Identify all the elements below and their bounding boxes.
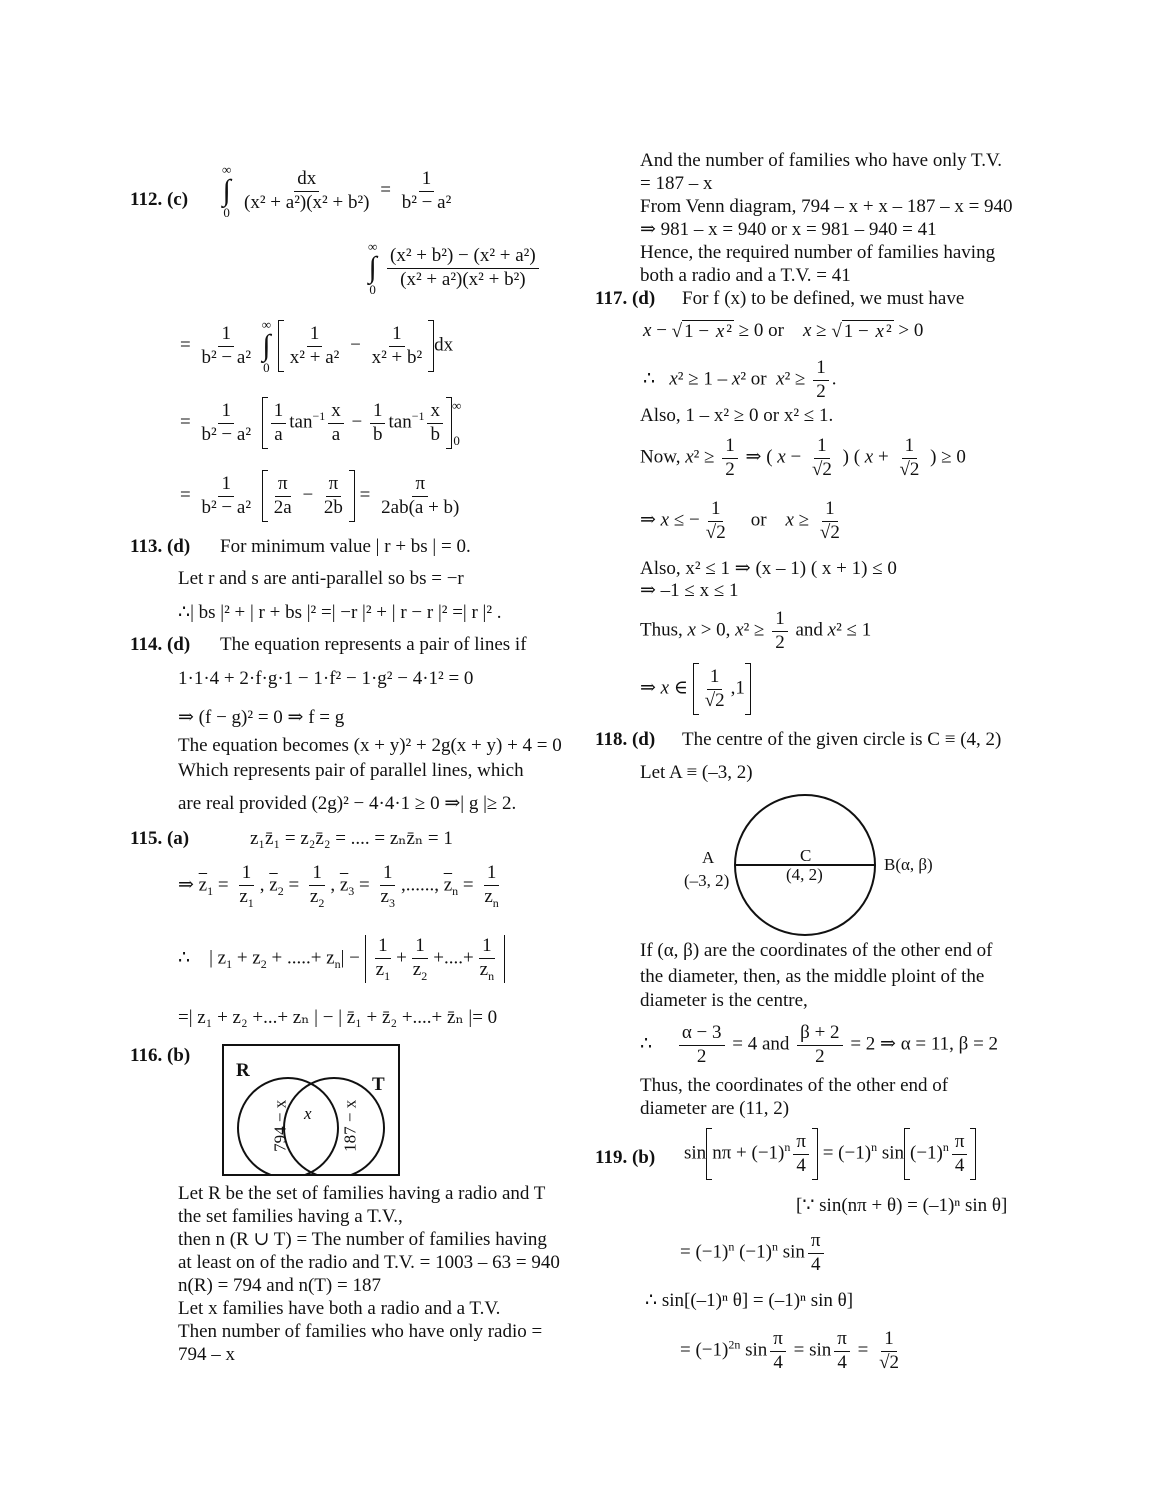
q116-p4: at least on of the radio and T.V. = 1003 – 63 = 940 bbox=[178, 1252, 560, 1273]
q117-text1: For f (x) to be defined, we must have bbox=[682, 288, 965, 309]
q112-line2: ∞ ∫ 0 $\frac{\text{(x² + b²) − (x² + a²)}}{\text{(x² + a²)(x² + b²)}}$ bbox=[368, 240, 542, 296]
q118-text1: The centre of the given circle is C ≡ (4, 2) bbox=[682, 729, 1002, 750]
q116-r1: And the number of families who have only T.V. bbox=[640, 150, 1002, 171]
q112-line1: ∞ ∫ 0 $\frac{dx}{\text{(x² + a²)(x² + b²)}}$ = $\frac{1}{\text{b² − a²}}$ bbox=[222, 162, 452, 220]
q117-l7: ⇒ –1 ≤ x ≤ 1 bbox=[640, 580, 739, 601]
q117-number: 117. (d) bbox=[595, 288, 656, 309]
q118-p2: the diameter, then, as the middle ploint of the bbox=[640, 966, 985, 987]
q116-p6: Let x families have both a radio and a T.V. bbox=[178, 1298, 501, 1319]
q113-text1: For minimum value | r + bs | = 0. bbox=[220, 536, 471, 557]
q112-line5: = $\frac{1}{\text{b² − a²}}$ $\frac{\pi}{2a}$ − $\frac{\pi}{2b}$ = $\frac{\pi}{2ab(a + b)}$ bbox=[180, 470, 465, 522]
q119-l4: ∴ sin[(–1)ⁿ θ] = (–1)ⁿ sin θ] bbox=[645, 1290, 854, 1311]
q113-text2: Let r and s are anti-parallel so bs = −r bbox=[178, 568, 464, 589]
q119-l3: = $(-1)^n$ $(-1)^n$ sin $\frac{\pi}{4}$ bbox=[680, 1230, 827, 1277]
q119-l5: = $(-1)^{2n}$ sin $\frac{\pi}{4}$ = sin $\frac{\pi}{4}$ = $\frac{1}{√2}$ bbox=[680, 1328, 900, 1373]
q118-point-b: B(α, β) bbox=[884, 855, 933, 874]
q116-r5: Hence, the required number of families having bbox=[640, 242, 996, 263]
q118-point-c: C bbox=[800, 846, 812, 865]
q116-p2: the set families having a T.V., bbox=[178, 1206, 403, 1227]
q115-eq4: =| z₁ + z₂ +...+ zₙ | − | z̄₁ + z̄₂ +....+ z̄ₙ |= 0 bbox=[178, 1007, 498, 1028]
q115-eq2: ⇒ $\overline{z}_1$ = $\frac{1}{z_1}$ , $\overline{z}_2$ = $\frac{1}{z_2}$ , $\overline{z}_3$ = $\frac{1}{z_3}$ ,......, $\overline{z}_n$ = $\frac{1}{z_n}$ bbox=[178, 862, 499, 910]
q115-number: 115. (a) bbox=[130, 828, 190, 849]
venn-circle-t bbox=[284, 1078, 384, 1174]
q114-eq1: 1·1·4 + 2·f·g·1 − 1·f² − 1·g² − 4·1² = 0 bbox=[178, 668, 474, 689]
q118-p1: If (α, β) are the coordinates of the other end of bbox=[640, 940, 993, 961]
q118-point-c-coord: (4, 2) bbox=[786, 865, 823, 884]
q118-point-a: A bbox=[702, 848, 715, 867]
q118-eq: ∴ $\frac{\alpha - 3}{2}$ = 4 and $\frac{\beta + 2}{2}$ = 2 ⇒ α = 11, β = 2 bbox=[640, 1022, 999, 1067]
q114-text2: The equation becomes (x + y)² + 2g(x + y) + 4 = 0 bbox=[178, 735, 562, 756]
q114-eq2: ⇒ (f − g)² = 0 ⇒ f = g bbox=[178, 707, 345, 728]
q116-p1: Let R be the set of families having a radio and T bbox=[178, 1183, 546, 1204]
q116-r6: both a radio and a T.V. = 41 bbox=[640, 265, 851, 286]
q113-number: 113. (d) bbox=[130, 536, 191, 557]
q117-l5: ⇒ x ≤ − $\frac{1}{√2}$ or x ≥ $\frac{1}{√2}$ bbox=[640, 498, 840, 543]
q114-text4: are real provided (2g)² − 4·4·1 ≥ 0 ⇒| g |≥ 2. bbox=[178, 793, 517, 814]
venn-left-region: 794 − x bbox=[270, 1099, 290, 1152]
q118-p3: diameter is the centre, bbox=[640, 990, 808, 1011]
q118-text2: Let A ≡ (–3, 2) bbox=[640, 762, 753, 783]
q114-text3: Which represents pair of parallel lines, which bbox=[178, 760, 524, 781]
q117-l6: Also, x² ≤ 1 ⇒ (x – 1) ( x + 1) ≤ 0 bbox=[640, 558, 897, 579]
q116-number: 116. (b) bbox=[130, 1045, 191, 1066]
q114-text1: The equation represents a pair of lines if bbox=[220, 634, 527, 655]
q116-r4: ⇒ 981 – x = 940 or x = 981 – 940 = 41 bbox=[640, 219, 937, 240]
q119-l2: [∵ sin(nπ + θ) = (–1)ⁿ sin θ] bbox=[796, 1195, 1008, 1216]
q117-l2: ∴ x² ≥ 1 – x² or x² ≥ $\frac{1}{2}$ . bbox=[643, 357, 837, 402]
q112-number: 112. (c) bbox=[130, 189, 189, 210]
q115-eq1: z₁z̄₁ = z₂z̄₂ = .... = zₙz̄ₙ = 1 bbox=[250, 828, 453, 849]
q117-l9: ⇒ x ∈ $\frac{1}{√2}$ ,1 bbox=[640, 663, 751, 715]
q116-p3: then n (R ∪ T) = The number of families having bbox=[178, 1229, 547, 1250]
q116-p7: Then number of families who have only radio = bbox=[178, 1321, 543, 1342]
venn-diagram bbox=[222, 1044, 400, 1176]
q116-p5: n(R) = 794 and n(T) = 187 bbox=[178, 1275, 381, 1296]
q118-number: 118. (d) bbox=[595, 729, 656, 750]
q112-line4: = $\frac{1}{\text{b² − a²}}$ $\frac{1}{a}$ $\tan^{-1}$ $\frac{x}{a}$ − $\frac{1}{b}$ $\tan^{-1}$ $\frac{x}{b}$ ∞ 0 bbox=[180, 398, 462, 448]
q116-r2: = 187 – x bbox=[640, 173, 713, 194]
q113-text3: ∴| bs |² + | r + bs |² =| −r |² + | r − r |² =| r |² . bbox=[178, 602, 502, 623]
q118-p4: Thus, the coordinates of the other end of bbox=[640, 1075, 949, 1096]
q116-r3: From Venn diagram, 794 – x + x – 187 – x = 940 bbox=[640, 196, 1013, 217]
q116-p8: 794 – x bbox=[178, 1344, 235, 1365]
q119-number: 119. (b) bbox=[595, 1147, 656, 1168]
venn-label-t: T bbox=[372, 1074, 385, 1095]
q117-l4: Now, x² ≥ $\frac{1}{2}$ ⇒ ( x − $\frac{1}{√2}$ ) ( x + $\frac{1}{√2}$ ) ≥ 0 bbox=[640, 435, 966, 480]
q119-l1: $\sin n\pi + (-1)^n$ $\frac{\pi}{4}$ = $(-1)^n$ $\sin (-1)^n$ $\frac{\pi}{4}$ bbox=[684, 1128, 976, 1180]
q118-point-a-coord: (–3, 2) bbox=[684, 871, 730, 890]
q114-number: 114. (d) bbox=[130, 634, 191, 655]
q112-line3: = $\frac{1}{\text{b² − a²}}$ ∞ ∫ 0 $\frac{1}{\text{x² + a²}}$ − $\frac{1}{\text{x² + b²}}$ dx bbox=[180, 317, 454, 375]
q117-l8: Thus, x > 0, x² ≥ $\frac{1}{2}$ and x² ≤ 1 bbox=[640, 608, 872, 653]
q118-p5: diameter are (11, 2) bbox=[640, 1098, 790, 1119]
q117-l3: Also, 1 – x² ≥ 0 or x² ≤ 1. bbox=[640, 405, 834, 426]
venn-mid-region: x bbox=[304, 1104, 312, 1123]
q117-l1: x − √ 1 − x ² ≥ 0 or x ≥ √ 1 − x ² > 0 bbox=[643, 320, 924, 342]
q115-eq3: ∴ | $z_1 + z_2$ + .....+ $z_n|$ − $\frac{1}{z_1}$ + $\frac{1}{z_2}$ +....+ $\frac{1}{z_n}$ bbox=[178, 935, 505, 983]
venn-right-region: 187 − x bbox=[340, 1099, 360, 1152]
venn-label-r: R bbox=[236, 1060, 250, 1081]
